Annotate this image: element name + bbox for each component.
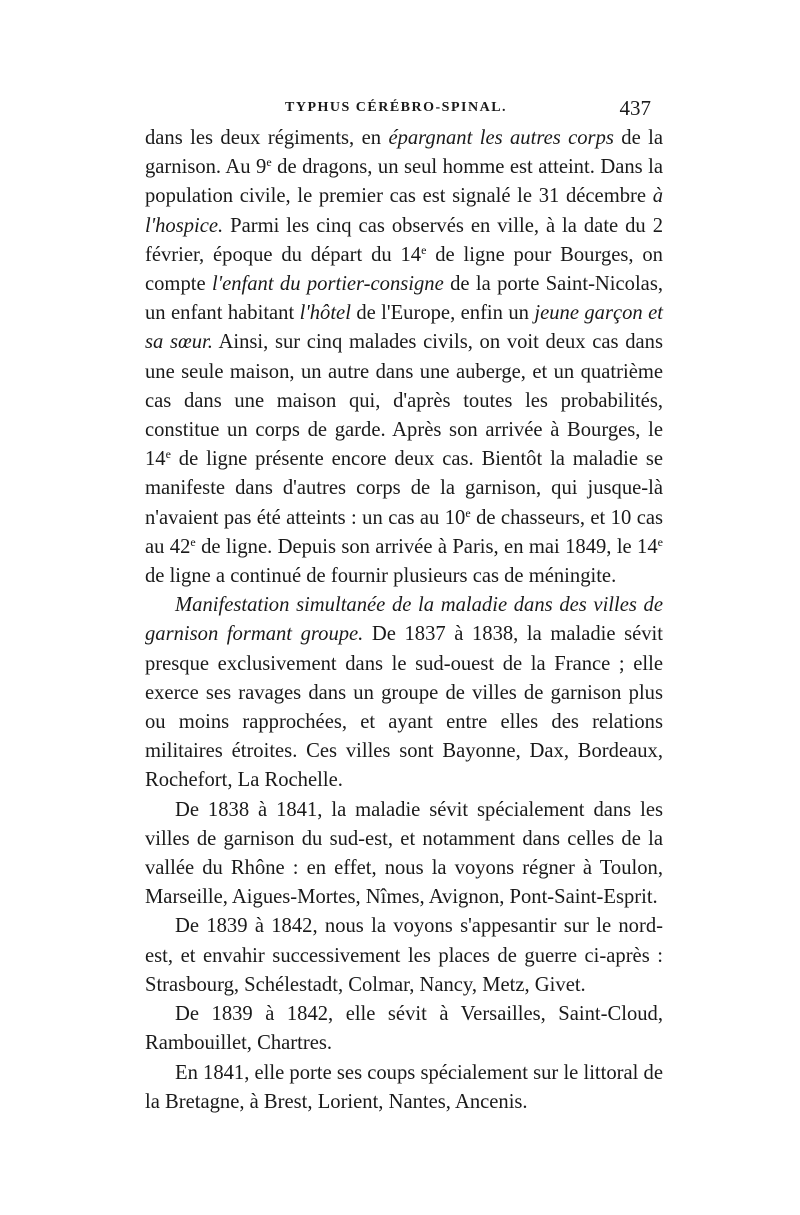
paragraph-p4	[145, 912, 663, 1000]
italic-text: Manifestation simultanée de la maladie dans des villes de garnison formant groupe.	[145, 594, 663, 646]
superscript: e	[165, 447, 171, 462]
paragraph-p2	[145, 591, 663, 795]
superscript: e	[465, 505, 471, 520]
superscript: e	[266, 155, 272, 170]
text-run: de la porte Saint-Nicolas, un enfant habitant	[145, 273, 663, 325]
paragraph-p6	[145, 1059, 663, 1117]
text-run: de ligne. Depuis son arrivée à Paris, en mai 1849, le 14	[195, 535, 658, 558]
text-run: En 1841, elle porte ses coups spécialement sur le littoral de la Bretagne, à Brest, Lorient, Nantes, Ancenis.	[145, 1061, 663, 1113]
page-header	[145, 96, 655, 122]
page-number: 437	[619, 96, 651, 120]
text-run: dans les deux régiments, en	[145, 127, 389, 149]
italic-text: l'hôtel	[299, 302, 351, 325]
superscript: e	[190, 534, 196, 549]
text-run: de dragons, un seul homme est atteint. Dans la population civile, le premier cas est signalé le 31 décembre	[145, 156, 663, 208]
text-run: de ligne a continué de fournir plusieurs cas de méningite.	[145, 565, 617, 588]
paragraph-p3	[145, 796, 663, 913]
italic-text: épargnant les autres corps	[388, 127, 614, 149]
italic-text: à l'hospice.	[145, 185, 663, 237]
text-run: Parmi les cinq cas observés en ville, à la date du 2 février, époque du départ du 14	[145, 214, 663, 266]
italic-text: l'enfant du portier-consigne	[211, 273, 444, 296]
text-run: de chasseurs, et 10 cas au 42	[145, 506, 663, 558]
running-title: TYPHUS CÉRÉBRO-SPINAL.	[285, 100, 508, 115]
text-run: De 1837 à 1838, la maladie sévit presque exclusivement dans le sud-ouest de la France ; elle exerce ses ravages dans un groupe de villes de garnison plus ou moins rapprochées, et ayant entre elles des relations militaires étroites. Ces villes sont Bayonne, Dax, Bordeaux, Rochefort, La Rochelle.	[145, 623, 663, 792]
body-text	[145, 124, 663, 1117]
text-run: De 1839 à 1842, nous la voyons s'appesantir sur le nord-est, et envahir successivement les places de guerre ci-après : Strasbourg, Schélestadt, Colmar, Nancy, Metz, Givet.	[145, 915, 663, 996]
superscript: e	[421, 242, 427, 257]
paragraph-p5	[145, 1000, 663, 1058]
paragraph-p1	[145, 124, 663, 591]
superscript: e	[657, 534, 663, 549]
text-run: De 1839 à 1842, elle sévit à Versailles, Saint-Cloud, Rambouillet, Chartres.	[145, 1003, 663, 1055]
italic-text: jeune garçon et sa sœur.	[145, 302, 663, 354]
text-run: de l'Europe, enfin un	[350, 302, 535, 325]
text-run: de ligne pour Bourges, on compte	[145, 243, 663, 296]
text-run: Ainsi, sur cinq malades civils, on voit deux cas dans une seule maison, un autre dans une auberge, et un quatrième cas dans une maison qui, d'après toutes les probabilités, constitue un corps de garde. Après son arrivée à Bourges, le 14	[145, 331, 663, 471]
text-run: De 1838 à 1841, la maladie sévit spécialement dans les villes de garnison du sud-est, et notamment dans celles de la vallée du Rhône : en effet, nous la voyons régner à Toulon, Marseille, Aigues-Mortes, Nîmes, Avignon, Pont-Saint-Esprit.	[145, 798, 663, 909]
text-run: de la garnison. Au 9	[145, 127, 663, 179]
text-run: de ligne présente encore deux cas. Bientôt la maladie se manifeste dans d'autres corps de la garnison, qui jusque-là n'avaient pas été atteints : un cas au 10	[145, 448, 663, 529]
